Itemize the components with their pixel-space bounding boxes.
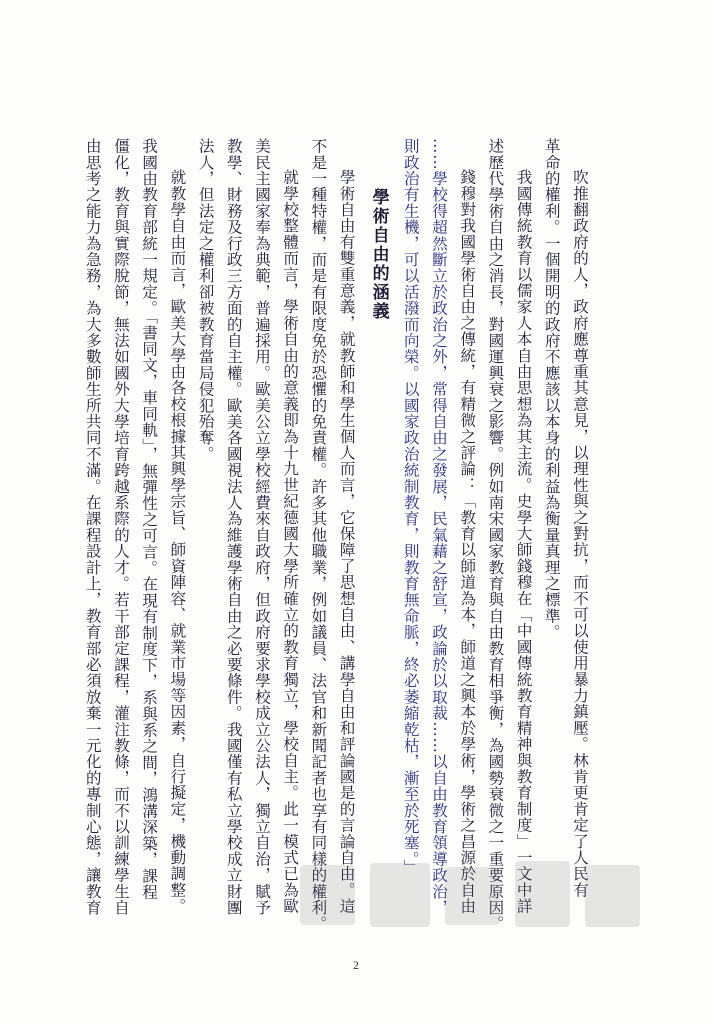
page-number: 2: [353, 958, 359, 972]
quote-paragraph: 則政治有生機，可以活潑而向榮。以國家政治統制教育，則教育無命脈，終必萎縮乾枯，漸至於死塞。」: [401, 138, 420, 876]
paragraph: 就學校整體而言，學術自由的意義即為十九世紀德國大學所確立的教育獨立，學校自主。此一模式已為歐: [281, 169, 300, 915]
paragraph: 我國傳統教育以儒家人本自由思想為其主流。史學大師錢穆在「中國傳統教育精神與教育制度」一文中詳: [514, 169, 533, 915]
paragraph: 錢穆對我國學術自由之傳統，有精微之評論：「教育以師道為本，師道之興本於學術，學術之昌源於自由: [458, 169, 477, 915]
paragraph: 學術自由有雙重意義，就教師和學生個人而言，它保障了思想自由、講學自由和評論國是的言論自由。這: [337, 169, 356, 915]
paragraph: 教學、財務及行政三方面的自主權。歐美各國視法人為維護學術自由之必要條件。我國僅有私立學校成立財團: [224, 138, 243, 916]
paragraph: 革命的權利。一個開明的政府不應該以本身的利益為衡量真理之標準。: [542, 138, 561, 641]
section-title: 學術自由的涵義: [368, 188, 389, 321]
vertical-text-block: [83, 138, 594, 948]
paragraph: 就教學自由而言，歐美大學由各校根據其興學宗旨、師資陣容、就業市場等因素，自行擬定，機動調整。: [168, 169, 187, 915]
paragraph: 我國由教育部統一規定。「書同文，車同軌」，無彈性之可言。在現有制度下，系與系之間，鴻溝深築，課程: [140, 138, 159, 901]
watermark-logo: [290, 855, 650, 935]
paragraph: 法人，但法定之權利卻被教育當局侵犯殆奪。: [196, 138, 215, 462]
paragraph: 僵化，教育與實際脫節，無法如國外大學培育跨越系際的人才。若干部定課程，灌注教條，而不以訓練學生自: [111, 138, 130, 916]
paragraph: 吹推翻政府的人，政府應尊重其意見，以理性與之對抗，而不可以使用暴力鎮壓。林肯更肯定了人民有: [571, 169, 589, 898]
paragraph: 述歷代學術自由之消長，對國運興衰之影響。例如南宋國家教育與自由教育相爭衡，為國勢衰微之一重要原因。: [486, 138, 505, 932]
quote-paragraph: ……學校得超然斷立於政治之外，常得自由之發展，民氣藉之舒宣，政論於以取裁……以自由教育領導政治，: [429, 138, 448, 916]
paragraph: 美民主國家奉為典範，普遍採用。歐美公立學校經費來自政府，但政府要求學校成立公法人，獨立自治，賦予: [252, 138, 271, 916]
paragraph: 由思考之能力為急務，為大多數師生所共同不滿。在課程設計上，教育部必須放棄一元化的專制心態，讓教育: [83, 138, 102, 916]
paragraph: 不是一種特權，而是有限度免於恐懼的免責權。許多其他職業，例如議員、法官和新聞記者也享有同樣的權利。: [309, 138, 328, 932]
